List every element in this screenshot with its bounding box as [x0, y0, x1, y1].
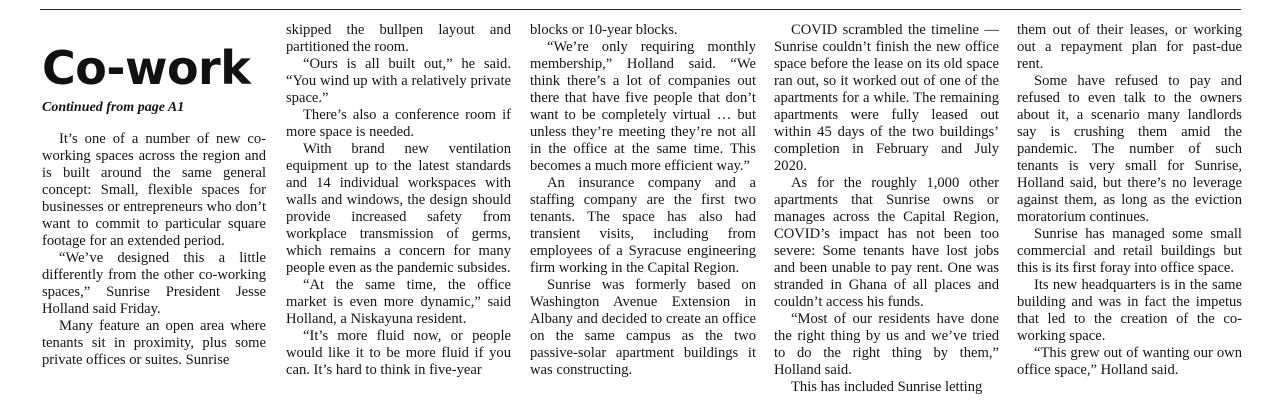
- paragraph-continuation: skipped the bullpen layout and partitioned the room.: [286, 22, 511, 55]
- paragraph: “Ours is all built out,” he said. “You wind up with a relatively private space.”: [286, 56, 511, 106]
- paragraph: “Most of our residents have done the right thing by us and we’ve tried to do the right thing by them,” Holland said.: [774, 311, 999, 378]
- jump-line: Continued from page A1: [42, 100, 185, 115]
- paragraph: “We’ve designed this a little differently from the other co-working spaces,” Sunrise President Jesse Holland said Friday.: [42, 250, 266, 317]
- paragraph: “We’re only requiring monthly membership,” Holland said. “We think there’s a lot of companies out there that have five people that don’t want to be completely virtual … but unless they’re meeting they’re not all in the office at the same time. This becomes a much more efficient way.”: [530, 39, 756, 174]
- article-column-2: [286, 22, 511, 409]
- paragraph: Many feature an open area where tenants sit in proximity, plus some private offices or suites. Sunrise: [42, 318, 266, 368]
- headline: Co-work: [42, 41, 251, 95]
- paragraph: “At the same time, the office market is even more dynamic,” said Holland, a Niskayuna resident.: [286, 277, 511, 327]
- paragraph: Its new headquarters is in the same building and was in fact the impetus that led to the creation of the co-working space.: [1017, 277, 1242, 344]
- paragraph: Sunrise was formerly based on Washington Avenue Extension in Albany and decided to create an office on the same campus as the two passive-solar apartment buildings it was constructing.: [530, 277, 756, 378]
- paragraph: With brand new ventilation equipment up to the latest standards and 14 individual workspaces with walls and windows, the design should provide increased safety from workplace transmission of germs, which remains a concern for many people even as the pandemic subsides.: [286, 141, 511, 276]
- paragraph-continuation: them out of their leases, or working out a repayment plan for past-due rent.: [1017, 22, 1242, 72]
- paragraph: “This grew out of wanting our own office space,” Holland said.: [1017, 345, 1242, 378]
- article-column-5: [1017, 22, 1242, 409]
- paragraph: An insurance company and a staffing company are the first two tenants. The space has also had transient visits, including from employees of a Syracuse engineering firm working in the Capital Region.: [530, 175, 756, 276]
- article-column-1: [42, 10, 266, 409]
- article-column-4: [774, 22, 999, 409]
- paragraph: As for the roughly 1,000 other apartments that Sunrise owns or manages across the Capital Region, COVID’s impact has not been too severe: Some tenants have lost jobs and been unable to pay rent. One was stranded in Ghana of all places and couldn’t access his funds.: [774, 175, 999, 310]
- paragraph: It’s one of a number of new co-working spaces across the region and is built around the same general concept: Small, flexible spaces for businesses or entrepreneurs who don’t want to commit to particular square footage for an extended period.: [42, 131, 266, 249]
- article-column-3: [530, 22, 756, 409]
- paragraph-continuation: blocks or 10-year blocks.: [530, 22, 678, 38]
- paragraph: There’s also a conference room if more space is needed.: [286, 107, 511, 140]
- paragraph: COVID scrambled the timeline — Sunrise couldn’t finish the new office space before the lease on its old space ran out, so it worked out of one of the apartments for a while. The remaining apartments were fully leased out within 45 days of the two buildings’ completion in February and July 2020.: [774, 22, 999, 174]
- paragraph: This has included Sunrise letting: [791, 379, 983, 395]
- paragraph: “It’s more fluid now, or people would like it to be more fluid if you can. It’s hard to think in five-year: [286, 328, 511, 378]
- paragraph: Sunrise has managed some small commercial and retail buildings but this is its first foray into office space.: [1017, 226, 1242, 276]
- paragraph: Some have refused to pay and refused to even talk to the owners about it, a scenario many landlords say is crushing them amid the pandemic. The number of such tenants is very small for Sunrise, Holland said, but there’s no leverage against them, as long as the eviction moratorium continues.: [1017, 73, 1242, 225]
